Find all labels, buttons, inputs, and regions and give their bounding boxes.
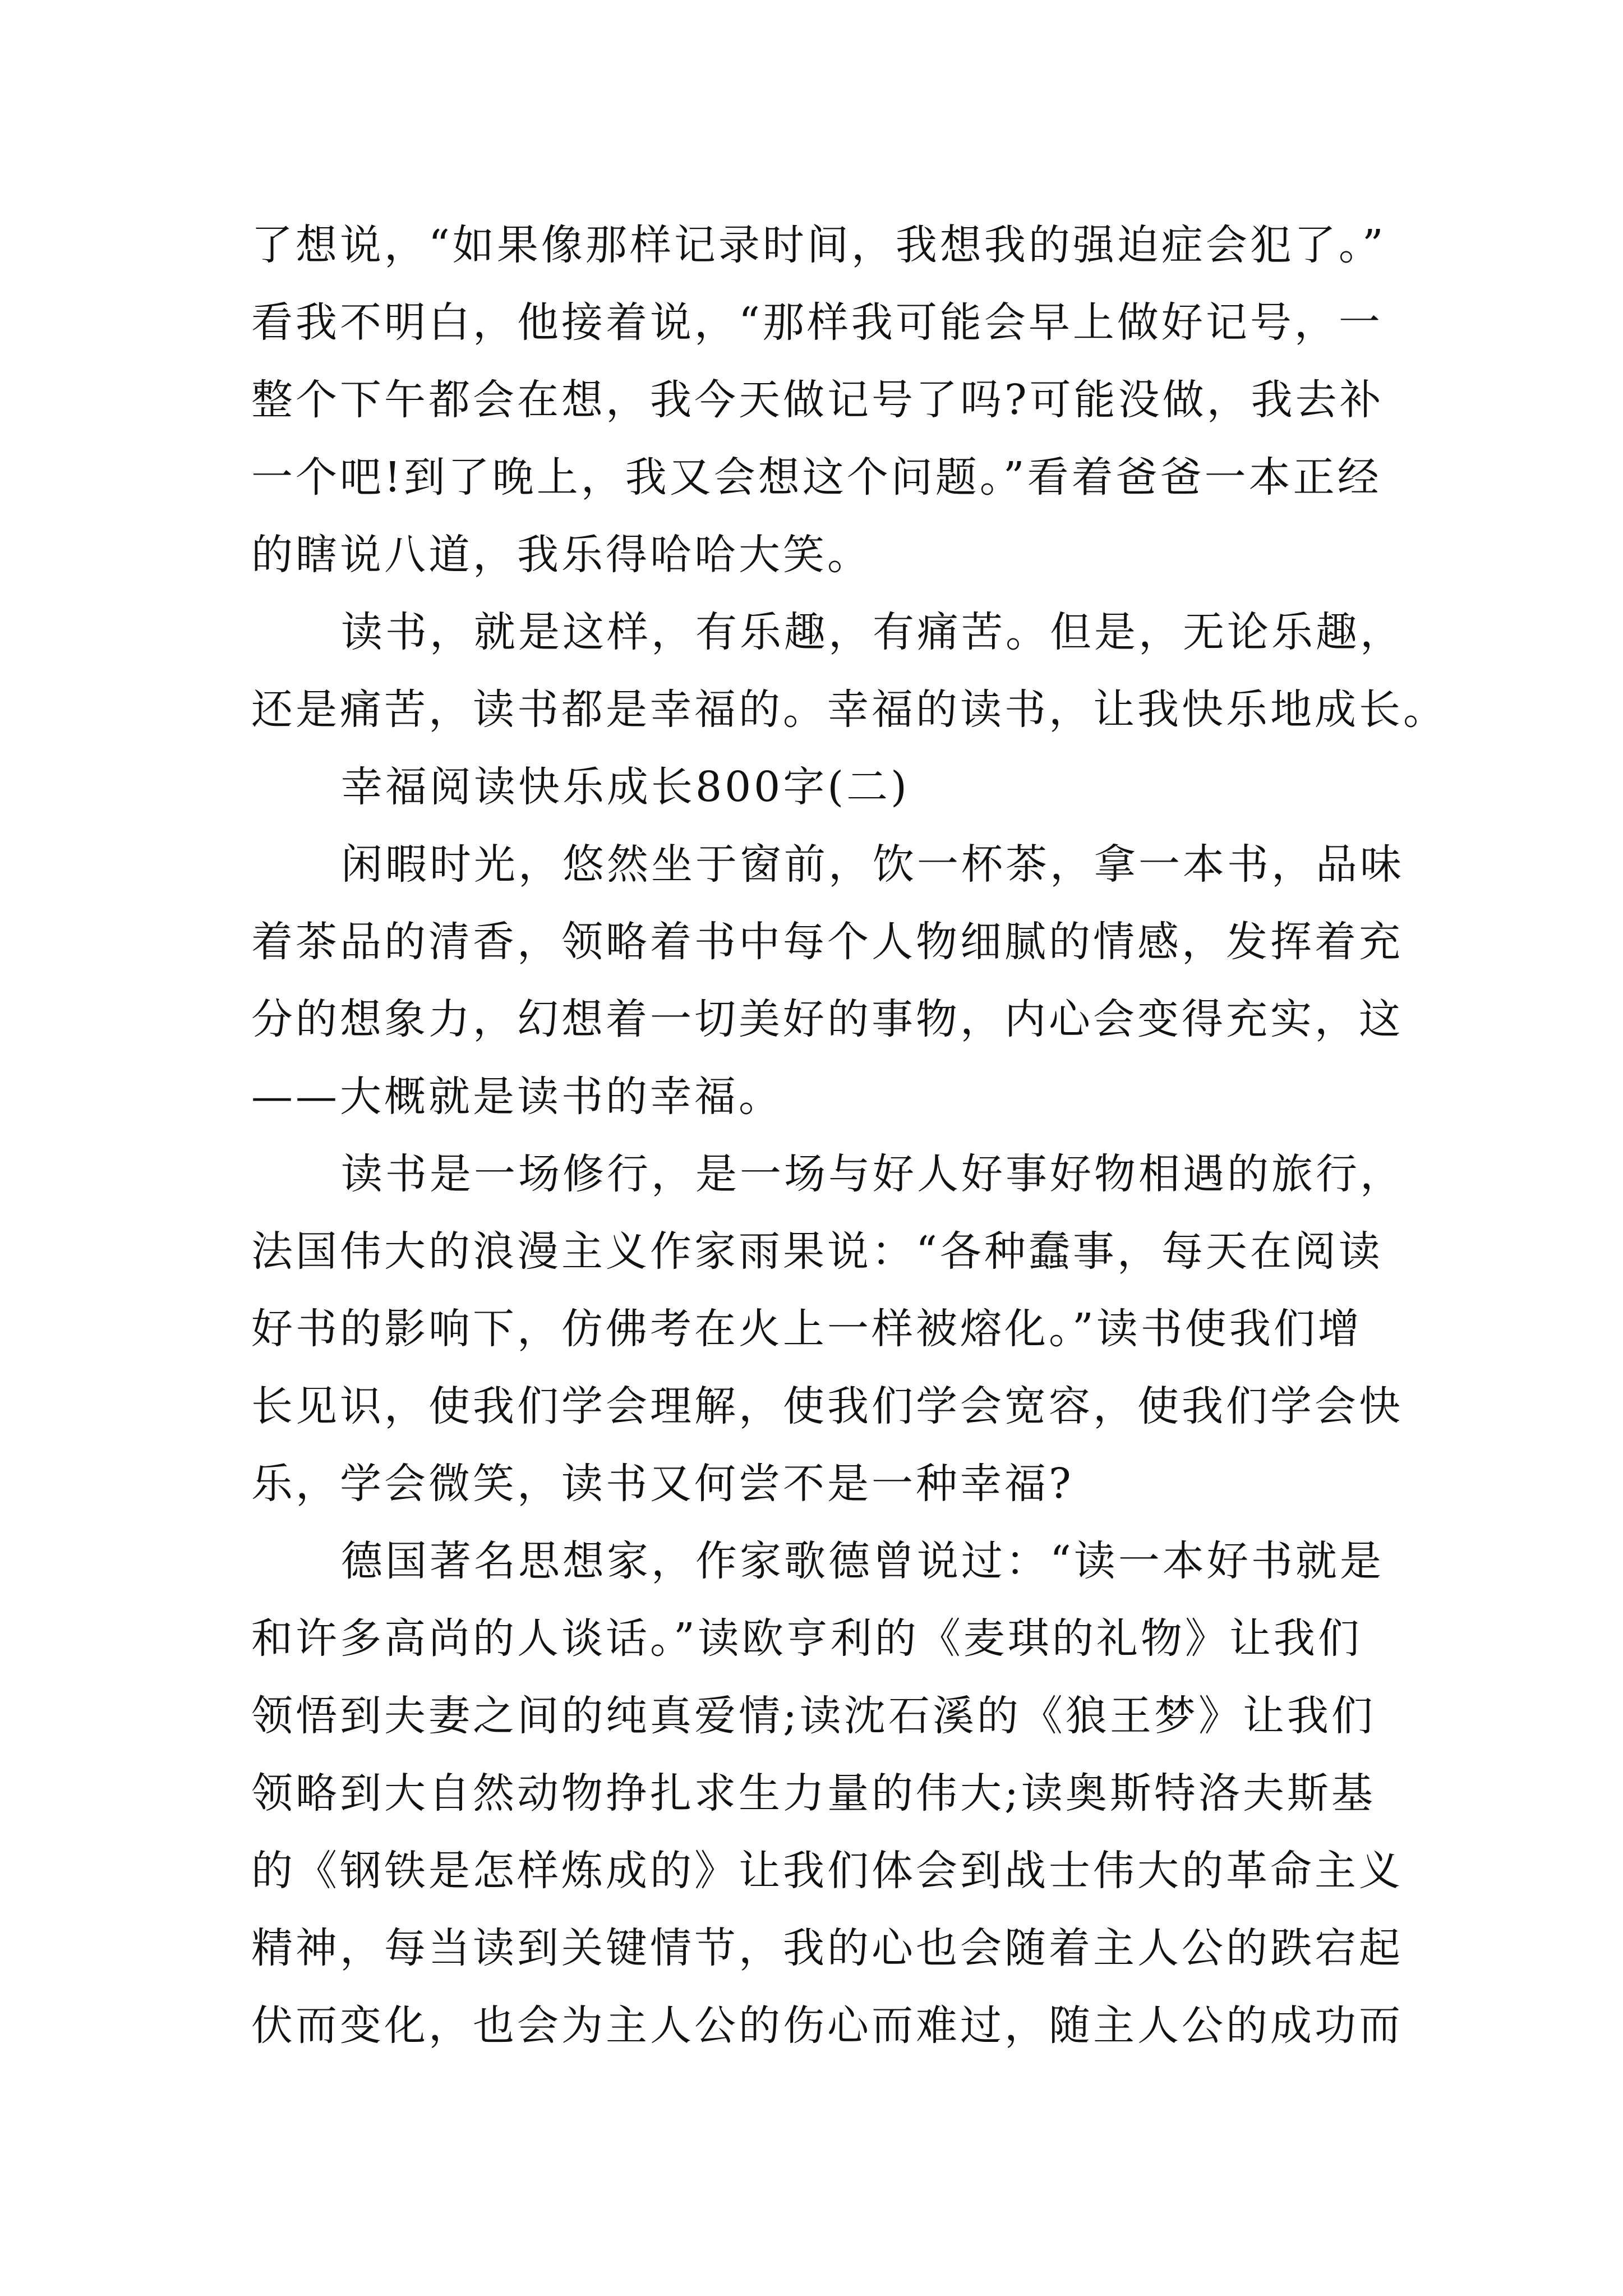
paragraph-leisure bbox=[251, 826, 1404, 1135]
text-line: 分的想象力，幻想着一切美好的事物，内心会变得充实，这 bbox=[251, 995, 1403, 1043]
text-line: 读书是一场修行，是一场与好人好事好物相遇的旅行， bbox=[341, 1150, 1404, 1198]
text-line: 闲暇时光，悠然坐于窗前，饮一杯茶，拿一本书，品味 bbox=[341, 840, 1404, 889]
document-body bbox=[251, 206, 1447, 2064]
text-line: 的《钢铁是怎样炼成的》让我们体会到战士伟大的革命主义 bbox=[251, 1847, 1403, 1895]
text-line: 看我不明白，他接着说，“那样我可能会早上做好记号，一 bbox=[251, 298, 1383, 347]
text-line: 长见识，使我们学会理解，使我们学会宽容，使我们学会快 bbox=[251, 1382, 1403, 1430]
text-line: 精神，每当读到关键情节，我的心也会随着主人公的跌宕起 bbox=[251, 1924, 1403, 1972]
section-title: 幸福阅读快乐成长800字(二) bbox=[341, 763, 910, 811]
paragraph-reading-joy bbox=[251, 593, 1447, 748]
text-line: 法国伟大的浪漫主义作家雨果说：“各种蠢事，每天在阅读 bbox=[251, 1227, 1383, 1276]
text-line: 领悟到夫妻之间的纯真爱情;读沈石溪的《狼王梦》让我们 bbox=[251, 1692, 1376, 1740]
text-line: 好书的影响下，仿佛考在火上一样被熔化。”读书使我们增 bbox=[251, 1305, 1362, 1353]
text-line: 整个下午都会在想，我今天做记号了吗?可能没做，我去补 bbox=[251, 376, 1384, 424]
text-line: 德国著名思想家，作家歌德曾说过：“读一本好书就是 bbox=[341, 1537, 1384, 1585]
text-line: 的瞎说八道，我乐得哈哈大笑。 bbox=[251, 531, 872, 579]
text-line: 领略到大自然动物挣扎求生力量的伟大;读奥斯特洛夫斯基 bbox=[251, 1769, 1376, 1818]
text-line: 了想说，“如果像那样记录时间，我想我的强迫症会犯了。” bbox=[251, 221, 1386, 269]
paragraph-goethe bbox=[251, 1522, 1403, 2064]
paragraph-hugo bbox=[251, 1135, 1404, 1522]
text-line: 读书，就是这样，有乐趣，有痛苦。但是，无论乐趣， bbox=[341, 608, 1404, 656]
text-line: 着茶品的清香，领略着书中每个人物细腻的情感，发挥着充 bbox=[251, 918, 1403, 966]
section-heading bbox=[251, 748, 1378, 826]
text-line: 和许多高尚的人谈话。”读欧亨利的《麦琪的礼物》让我们 bbox=[251, 1614, 1362, 1663]
text-line: 乐，学会微笑，读书又何尝不是一种幸福? bbox=[251, 1460, 1074, 1508]
paragraph-dad-joke bbox=[251, 206, 1386, 593]
text-line: ——大概就是读书的幸福。 bbox=[251, 1073, 783, 1121]
text-line: 一个吧!到了晚上，我又会想这个问题。”看着爸爸一本正经 bbox=[251, 453, 1382, 501]
text-line: 伏而变化，也会为主人公的伤心而难过，随主人公的成功而 bbox=[251, 2001, 1403, 2050]
text-line: 还是痛苦，读书都是幸福的。幸福的读书，让我快乐地成长。 bbox=[251, 685, 1447, 734]
